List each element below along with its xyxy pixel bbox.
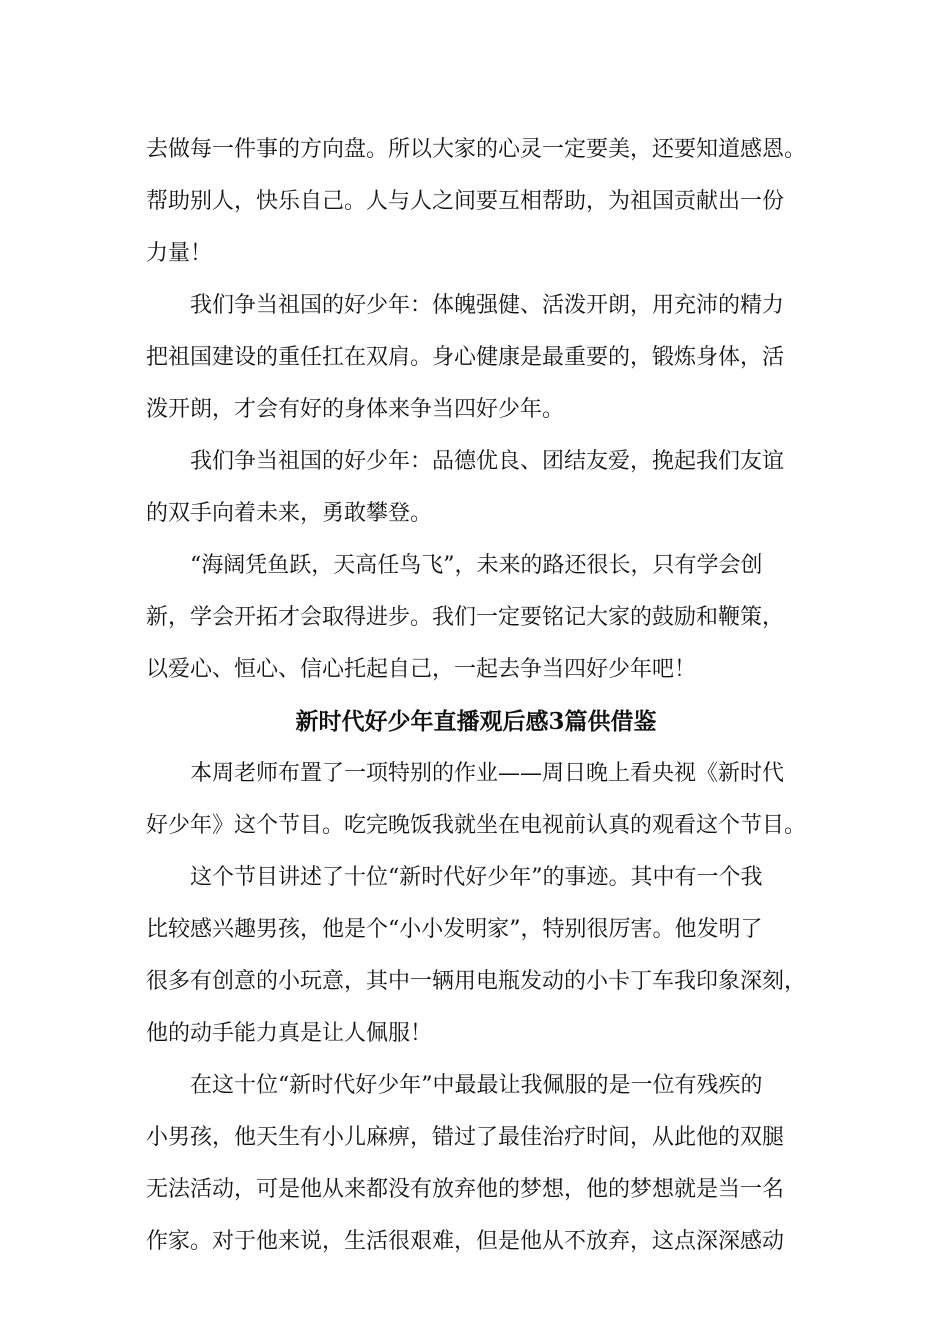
text-line: 比较感兴趣男孩，他是个“小小发明家”，特别很厉害。他发明了 xyxy=(146,917,763,942)
text-line: 好少年》这个节目。吃完晚饭我就坐在电视前认真的观看这个节目。 xyxy=(146,813,807,838)
text-line: 小男孩，他天生有小儿麻痹，错过了最佳治疗时间，从此他的双腿 xyxy=(146,1125,785,1150)
text-line: 去做每一件事的方向盘。所以大家的心灵一定要美，还要知道感恩。 xyxy=(146,137,807,162)
text-line: 他的动手能力真是让人佩服！ xyxy=(146,1021,433,1046)
text-line: 这个节目讲述了十位“新时代好少年”的事迹。其中有一个我 xyxy=(190,865,763,890)
text-line: 很多有创意的小玩意，其中一辆用电瓶发动的小卡丁车我印象深刻， xyxy=(146,969,807,994)
text-line: “海阔凭鱼跃，天高任鸟飞”，未来的路还很长，只有学会创 xyxy=(190,553,763,578)
document-body xyxy=(146,124,806,1268)
text-line: 我们争当祖国的好少年：品德优良、团结友爱，挽起我们友谊 xyxy=(190,449,785,474)
paragraph xyxy=(146,852,806,1060)
text-line: 泼开朗，才会有好的身体来争当四好少年。 xyxy=(146,397,565,422)
text-line: 力量！ xyxy=(146,241,213,266)
text-line: 在这十位“新时代好少年”中最最让我佩服的是一位有残疾的 xyxy=(190,1073,763,1098)
text-line: 以爱心、恒心、信心托起自己，一起去争当四好少年吧！ xyxy=(146,657,697,682)
paragraph xyxy=(146,436,806,540)
text-line: 帮助别人，快乐自己。人与人之间要互相帮助，为祖国贡献出一份 xyxy=(146,189,785,214)
text-line: 作家。对于他来说，生活很艰难，但是他从不放弃，这点深深感动 xyxy=(146,1229,785,1254)
paragraph xyxy=(146,1060,806,1268)
section-heading: 新时代好少年直播观后感3篇供借鉴 xyxy=(295,708,657,735)
text-line: 的双手向着未来，勇敢攀登。 xyxy=(146,501,433,526)
paragraph xyxy=(146,748,806,852)
text-line: 我们争当祖国的好少年：体魄强健、活泼开朗，用充沛的精力 xyxy=(190,293,785,318)
text-line: 本周老师布置了一项特别的作业——周日晚上看央视《新时代 xyxy=(190,761,785,786)
text-line: 新，学会开拓才会取得进步。我们一定要铭记大家的鼓励和鞭策， xyxy=(146,605,785,630)
paragraph xyxy=(146,124,806,280)
text-line: 无法活动，可是他从来都没有放弃他的梦想，他的梦想就是当一名 xyxy=(146,1177,785,1202)
text-line: 把祖国建设的重任扛在双肩。身心健康是最重要的，锻炼身体，活 xyxy=(146,345,785,370)
paragraph xyxy=(146,540,806,696)
paragraph xyxy=(146,280,806,436)
